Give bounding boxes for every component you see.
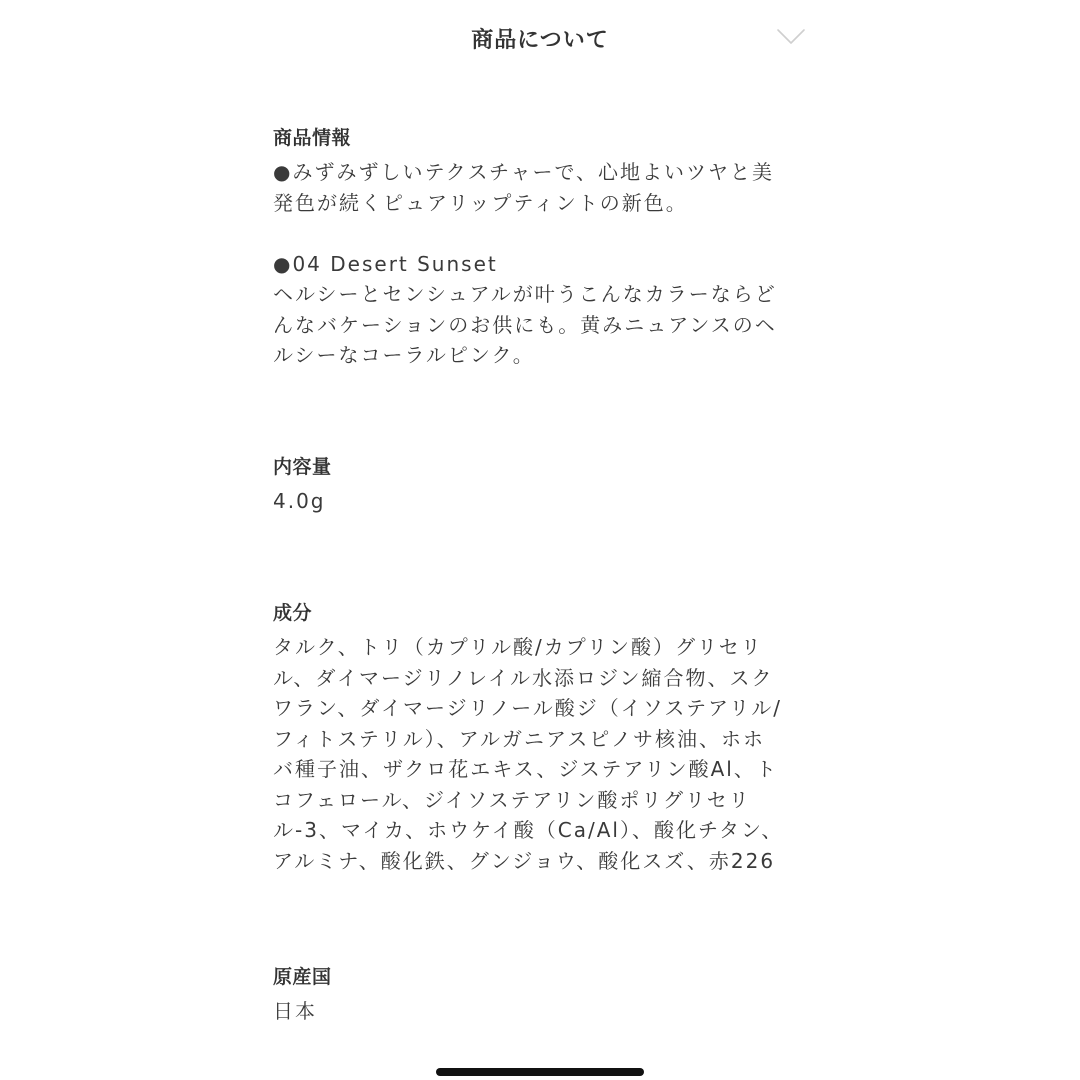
ingredients-heading: 成分 (273, 602, 313, 624)
product-info-section (273, 123, 818, 371)
home-indicator[interactable] (436, 1068, 644, 1076)
section-header[interactable] (0, 0, 1080, 84)
volume-heading: 内容量 (273, 456, 332, 478)
chevron-down-icon[interactable] (774, 24, 808, 46)
ingredients-text: タルク、トリ（カプリル酸/カプリン酸）グリセリ ル、ダイマージリノレイル水添ロジン縮合物、スク ワラン、ダイマージリノール酸ジ（イソステアリル/ フィトステリル）、アルガニアスピノサ核油、ホホ バ種子油、ザクロ花エキス、ジステアリン酸Al、ト コフェロール、ジイソステアリン酸ポリグリセリ ル-3、マイカ、ホウケイ酸（Ca/Al）、酸化チタン、 アルミナ、酸化鉄、グンジョウ、酸化スズ、赤226 (273, 635, 784, 873)
ingredients-section (273, 598, 818, 876)
volume-section (273, 452, 818, 517)
origin-section (273, 962, 818, 1027)
product-info-heading: 商品情報 (273, 127, 352, 149)
origin-heading: 原産国 (273, 966, 332, 988)
page-title: 商品について (471, 28, 609, 53)
product-info-text: ●みずみずしいテクスチャーで、心地よいツヤと美 発色が続くピュアリップティントの新色。 ●04 Desert Sunset ヘルシーとセンシュアルが叶うこんなカラーならど んなバケーションのお供にも。黄みニュアンスのヘ ルシーなコーラルピンク。 (273, 160, 777, 367)
origin-value: 日本 (273, 999, 317, 1023)
volume-value: 4.0g (273, 489, 326, 513)
